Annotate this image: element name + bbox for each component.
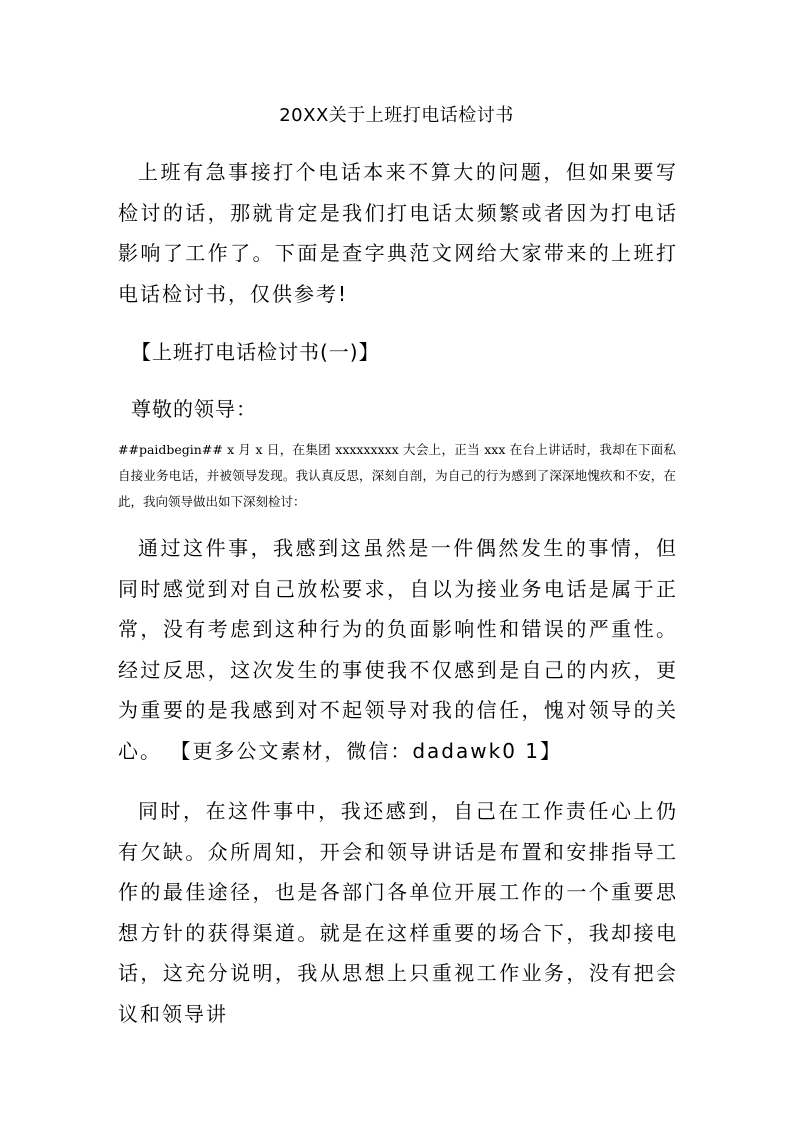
salutation: 尊敬的领导： <box>131 397 257 421</box>
intro-paragraph: 上班有急事接打个电话本来不算大的问题，但如果要写检讨的话，那就肯定是我们打电话太频繁或者因为打电话影响了工作了。下面是查字典范文网给大家带来的上班打电话检讨书，仅供参考! <box>118 160 678 306</box>
body-paragraph-3: 同时，在这件事中，我还感到，自己在工作责任心上仍有欠缺。众所周知，开会和领导讲话是布置和安排指导工作的最佳途径，也是各部门各单位开展工作的一个重要思想方针的获得渠道。就是在这样重要的场合下，我却接电话，这充分说明，我从思想上只重视工作业务，没有把会议和领导讲 <box>118 799 678 1026</box>
small-print-paragraph: ##paidbegin## x 月 x 日，在集团 xxxxxxxxx 大会上，正当 xxx 在台上讲话时，我却在下面私自接业务电话，并被领导发现。我认真反思，深刻自剖，为自己的行为感到了深深地愧疚和不安，在此，我向领导做出如下深刻检讨： <box>118 442 676 509</box>
document-title: 20XX关于上班打电话检讨书 <box>279 105 514 126</box>
body-paragraph-2: 通过这件事，我感到这虽然是一件偶然发生的事情，但同时感觉到对自己放松要求，自以为接业务电话是属于正常，没有考虑到这种行为的负面影响性和错误的严重性。经过反思，这次发生的事使我不仅感到是自己的内疚，更为重要的是我感到对不起领导对我的信任，愧对领导的关心。 【更多公文素材，微信：dadawk0 1】 <box>118 536 678 763</box>
section-heading: 【上班打电话检讨书(一)】 <box>131 340 380 364</box>
